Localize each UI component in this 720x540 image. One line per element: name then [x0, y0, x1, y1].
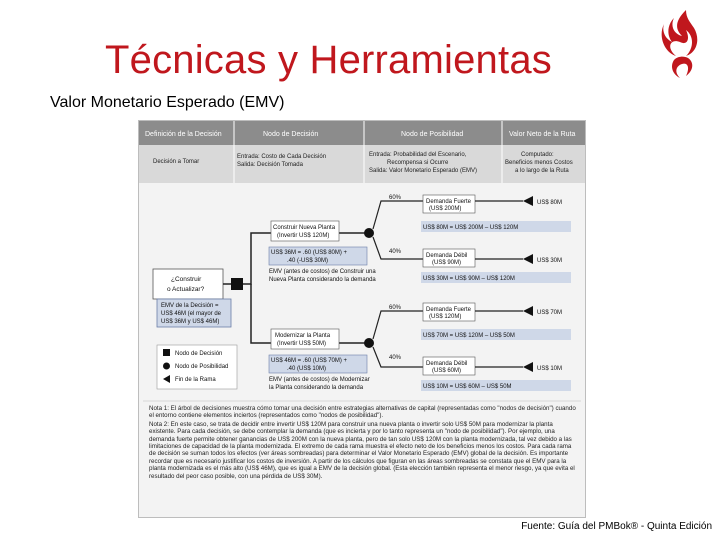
- decision-question-line2: o Actualizar?: [167, 286, 205, 293]
- branch2-label-line1: Modernizar la Planta: [275, 333, 331, 339]
- legend-decision-icon: [163, 349, 170, 356]
- branch1-end-high-icon: [523, 196, 533, 206]
- chance-node-1: [364, 228, 374, 238]
- branch2-prob-low: 40%: [389, 355, 402, 361]
- decision-tree-figure: [138, 120, 586, 518]
- chance-node-2: [364, 338, 374, 348]
- emv-decision-line2: US$ 46M (el mayor de: [161, 311, 222, 317]
- branch1-label-line1: Construir Nueva Planta: [273, 225, 336, 231]
- computed-line2: Beneficios menos Costos: [505, 160, 573, 166]
- branch1-note-line1: EMV (antes de costos) de Construir una: [269, 269, 376, 275]
- legend-decision: Nodo de Decisión: [175, 351, 223, 357]
- branch1-emv-line2: .40 (-US$ 30M): [287, 258, 329, 264]
- header-decision-node: Nodo de Decisión: [263, 131, 319, 138]
- flame-logo-icon: [660, 8, 700, 80]
- note-2: Nota 2: En este caso, se trata de decidir entre invertir US$ 120M para construir una nueva planta o invertir solo US$ 50M para modernizar la planta existente. Para cada decisión, se debe contemplar la demanda (que es incierta y por lo tanto representa un "nodo de posibilidad"). Por ejemplo, una demanda fuerte permite obtener ganancias de US$ 200M con la nueva planta, pero de tan solo US$ 120M con la planta modernizada, tal vez debido a las limitaciones de capacidad de la planta modernizada. El extremo de cada rama muestra el efecto neto de los beneficios menos los costos. Para cada rama de decisión se suman todos los efectos (ver áreas sombreadas) para determinar el Valor Monetario Esperado (EMV) global de la decisión. Es importante recordar que es necesario justificar los costos de inversión. A partir de los cálculos que figuran en las áreas sombreadas se constata que el EMV para la planta modernizada es el más alto (US$ 46M), que es igual a EMV de la decisión global. (Esta elección también representa el menor riesgo, ya que evita el resultado del peor caso posible, con una pérdida de US$ 30M).: [149, 420, 575, 480]
- emv-decision-line1: EMV de la Decisión =: [161, 303, 219, 309]
- decision-node-square: [231, 278, 243, 290]
- branch1-calc-high: US$ 80M = US$ 200M – US$ 120M: [423, 225, 519, 231]
- branch1-note-line2: Nueva Planta considerando la demanda: [269, 277, 376, 283]
- branch1-value-high: US$ 80M: [537, 200, 563, 206]
- branch1-value-low: US$ 30M: [537, 258, 563, 264]
- branch2-note-line1: EMV (antes de costos) de Modernizar: [269, 377, 370, 383]
- legend-chance: Nodo de Posibilidad: [175, 364, 229, 370]
- header-definition: Definición de la Decisión: [145, 131, 222, 138]
- branch2-demand-high-line1: Demanda Fuerte: [426, 307, 472, 313]
- branch2-demand-high-line2: (US$ 120M): [429, 314, 462, 320]
- branch1-demand-high-line2: (US$ 200M): [429, 206, 462, 212]
- branch1-label-line2: (Invertir US$ 120M): [277, 233, 330, 239]
- branch2-emv-line1: US$ 46M = .60 (US$ 70M) +: [271, 358, 348, 364]
- source-citation: Fuente: Guía del PMBok® - Quinta Edición: [521, 521, 712, 532]
- branch1-prob-high: 60%: [389, 195, 402, 201]
- branch2-emv-line2: .40 (US$ 10M): [287, 366, 327, 372]
- chance-node-output: Salida: Valor Monetario Esperado (EMV): [369, 168, 477, 174]
- emv-decision-line3: US$ 36M y US$ 46M): [161, 319, 220, 325]
- branch2-label-line2: (Invertir US$ 50M): [277, 341, 327, 347]
- computed-line3: a lo largo de la Ruta: [515, 168, 569, 174]
- branch2-demand-low-line2: (US$ 60M): [432, 368, 462, 374]
- branch1-demand-high-line1: Demanda Fuerte: [426, 199, 472, 205]
- header-chance-node: Nodo de Posibilidad: [401, 131, 464, 138]
- chance-node-reward: Recompensa si Ocurre: [387, 160, 449, 166]
- branch1-demand-low-line2: (US$ 90M): [432, 260, 462, 266]
- legend-chance-icon: [163, 363, 170, 370]
- branch1-prob-low: 40%: [389, 249, 402, 255]
- branch1-end-low-icon: [523, 254, 533, 264]
- branch1-emv-line1: US$ 36M = .60 (US$ 80M) +: [271, 250, 348, 256]
- branch2-value-low: US$ 10M: [537, 366, 563, 372]
- branch1-calc-low: US$ 30M = US$ 90M – US$ 120M: [423, 276, 515, 282]
- slide-subtitle: Valor Monetario Esperado (EMV): [50, 94, 285, 111]
- decision-question-line1: ¿Construir: [171, 276, 202, 283]
- branch2-calc-high: US$ 70M = US$ 120M – US$ 50M: [423, 333, 515, 339]
- branch1-demand-low-line1: Demanda Débil: [426, 253, 468, 259]
- branch2-end-low-icon: [523, 362, 533, 372]
- branch2-note-line2: la Planta considerando la demanda: [269, 385, 364, 391]
- branch2-end-high-icon: [523, 306, 533, 316]
- branch2-value-high: US$ 70M: [537, 310, 563, 316]
- legend-end: Fin de la Rama: [175, 377, 216, 383]
- computed-label: Computado:: [521, 152, 554, 158]
- branch2-prob-high: 60%: [389, 305, 402, 311]
- header-net-value: Valor Neto de la Ruta: [509, 131, 576, 138]
- decision-to-make: Decisión a Tomar: [153, 159, 200, 165]
- slide-title: Técnicas y Herramientas: [105, 38, 552, 82]
- decision-node-input: Entrada: Costo de Cada Decisión: [237, 154, 327, 160]
- chance-node-input: Entrada: Probabilidad del Escenario,: [369, 152, 467, 158]
- branch2-demand-low-line1: Demanda Débil: [426, 361, 468, 367]
- branch2-calc-low: US$ 10M = US$ 60M – US$ 50M: [423, 384, 512, 390]
- decision-node-output: Salida: Decisión Tomada: [237, 162, 303, 168]
- note-1: Nota 1: El árbol de decisiones muestra cómo tomar una decisión entre estrategias alternativas de capital (representadas como "nodos de decisión") cuando el entorno contiene elementos inciertos (representados como "nodos de posibilidad").: [149, 405, 576, 420]
